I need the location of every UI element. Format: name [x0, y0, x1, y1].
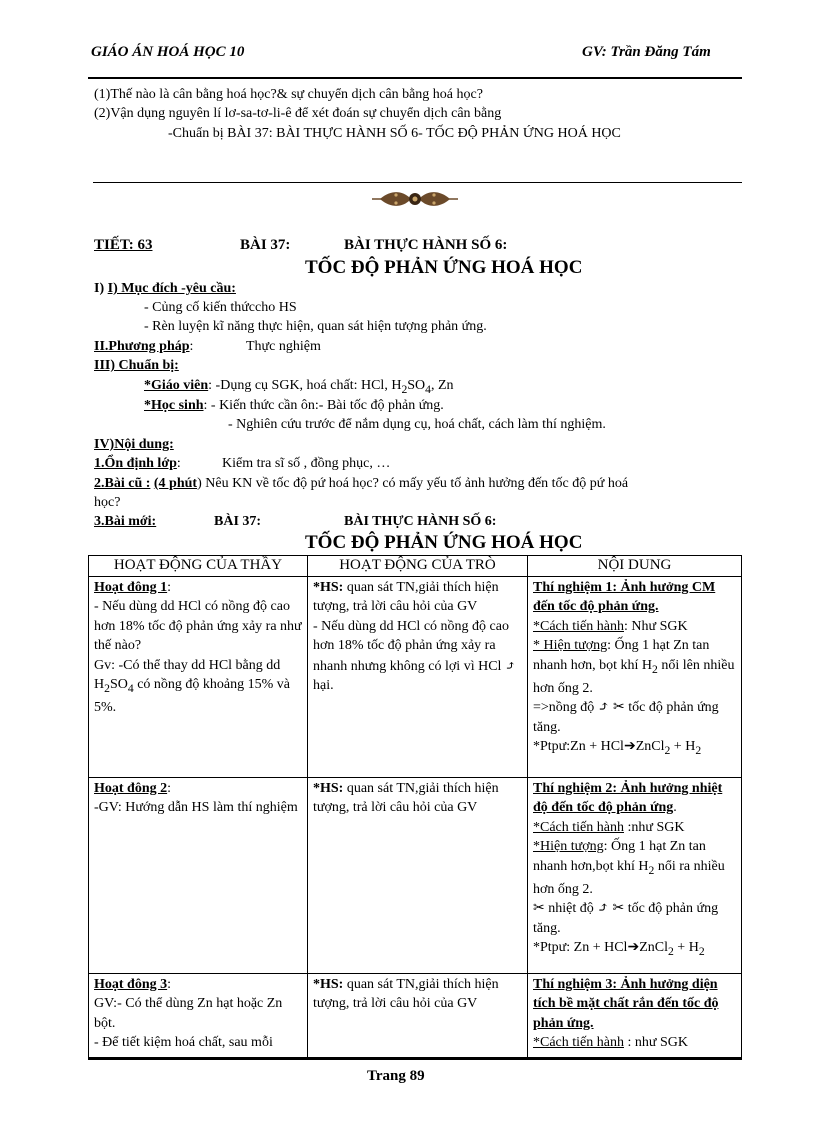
increase-arrow-icon: ⤴	[504, 657, 516, 673]
teacher-title: Hoạt đông 3	[94, 976, 168, 992]
lesson-tiet: TIẾT: 63	[94, 237, 153, 253]
teacher-line: GV:- Có thể dùng Zn hạt hoặc Zn bột.	[94, 996, 283, 1031]
student-text: - Nếu dùng dd HCl có nồng độ cao hơn 18% tốc độ phản ứng xảy ra nhanh nhưng không có lợi vì HCl	[313, 618, 509, 674]
teacher-line: -GV: Hướng dẫn HS làm thí nghiệm	[94, 800, 298, 815]
teacher-colon: :	[167, 976, 172, 992]
subscript: 2	[667, 945, 674, 959]
bai-moi-bai: BÀI 37:	[214, 514, 262, 529]
student-text: quan sát TN,giải thích hiện tượng, trả lời câu hỏi của GV	[313, 780, 499, 815]
bai-cu-text-1: ) Nêu KN về tốc độ pứ hoá học? có mấy yếu tố ảnh hưởng đến tốc độ pứ hoá	[197, 476, 629, 491]
content-text: + H	[670, 739, 696, 755]
student-text: quan sát TN,giải thích hiện tượng, trả lời câu hỏi của GV	[313, 579, 499, 614]
section2-value: Thực nghiệm	[246, 339, 321, 354]
gv-sub-2: 4	[425, 382, 431, 396]
content-text: : Ống 1 hạt Zn tan nhanh hơn,bọt khí H	[533, 839, 706, 874]
teacher-colon: :	[167, 579, 172, 595]
content-label: * Hiện tượng	[533, 638, 608, 653]
header-student: HOẠT ĐỘNG CỦA TRÒ	[308, 556, 528, 577]
on-dinh-text: Kiểm tra sĩ số , đồng phục, …	[222, 456, 391, 471]
increase-arrow-icon: ⤴	[597, 700, 610, 716]
teacher-cell	[89, 973, 308, 1057]
implies-icon: ✂	[613, 700, 625, 716]
table-header-row	[89, 556, 742, 577]
content-title: Thí nghiệm 2: Ảnh hưởng nhiệt độ đến tốc độ phản ứng	[533, 780, 723, 815]
student-label: *HS:	[313, 976, 344, 992]
content-label: *Cách tiến hành	[533, 819, 624, 835]
content-text: ZnCl	[639, 940, 668, 956]
subscript: 2	[652, 662, 658, 676]
section1-heading: I) I) Mục đích -yêu cầu:	[94, 281, 236, 296]
content-text: : như SGK	[623, 1035, 688, 1050]
header-teacher: HOẠT ĐỘNG CỦA THẦY	[89, 556, 308, 577]
teacher-text: SO	[109, 677, 128, 692]
table-row	[89, 576, 742, 777]
teacher-title: Hoạt đông 2	[94, 780, 168, 796]
footer-rule	[88, 1058, 742, 1060]
teacher-line	[94, 656, 302, 718]
header-left: GIÁO ÁN HOÁ HỌC 10	[91, 44, 245, 60]
content-text: nhiệt độ	[548, 901, 594, 917]
student-text: hại.	[313, 678, 334, 693]
section4-heading: IV)Nội dung:	[94, 437, 174, 452]
section1-item-1: - Củng cố kiến thứccho HS	[144, 300, 297, 315]
bai-cu-label: 2.Bài cũ :	[94, 476, 151, 491]
section3-hs	[144, 398, 444, 414]
page-footer	[367, 1068, 425, 1085]
section3-hs-2: - Nghiên cứu trước để nắm dụng cụ, hoá chất, cách làm thí nghiệm.	[228, 417, 606, 432]
content-text: : Ống 1 hạt Zn tan nhanh hơn, bọt khí H	[533, 638, 710, 673]
student-label: *HS:	[313, 579, 344, 595]
student-cell	[308, 576, 528, 777]
hs-label: *Học sinh	[144, 398, 204, 413]
header-rule	[88, 77, 742, 79]
content-title: Thí nghiệm 3: Ảnh hưởng diện tích bề mặt chất rắn đến tốc độ phản ứng.	[533, 976, 719, 1031]
increase-arrow-icon: ⤴	[597, 901, 609, 917]
gv-sub-1: 2	[401, 382, 408, 396]
intro-line-3: -Chuẩn bị BÀI 37: BÀI THỰC HÀNH SỐ 6- TỐC ĐỘ PHẢN ỨNG HOÁ HỌC	[168, 126, 621, 141]
section1-item-2: - Rèn luyện kĩ năng thực hiện, quan sát hiện tượng phản ứng.	[144, 319, 487, 334]
content-text: =>nồng độ	[533, 700, 595, 716]
page-number: 89	[409, 1068, 425, 1084]
content-text: *Ptpư: Zn + HCl	[533, 940, 628, 956]
content-text: tốc độ phản ứng tăng.	[533, 700, 719, 735]
content-text: nổi lên nhiều hơn ống 2.	[533, 657, 735, 696]
teacher-title: Hoạt đông 1	[94, 579, 168, 595]
student-label: *HS:	[313, 780, 344, 796]
ornament-icon	[370, 186, 460, 212]
section1-heading-text: I) Mục đích -yêu cầu:	[107, 281, 236, 296]
content-text: nổi ra nhiều hơn ống 2.	[533, 858, 725, 897]
content-text: : Như SGK	[623, 618, 688, 634]
content-text: + H	[673, 940, 699, 956]
intro-line-2: (2)Vận dụng nguyên lí lơ-sa-tơ-li-ê để xét đoán sự chuyển dịch cân bằng	[94, 106, 502, 121]
bai-cu-time: (4 phút	[153, 476, 198, 491]
gv-text-b: SO	[407, 378, 426, 393]
table-row	[89, 973, 742, 1057]
on-dinh-label: 1.Ổn định lớp	[94, 456, 177, 471]
content-label: *Hiện tượng	[533, 839, 604, 854]
on-dinh-colon: :	[176, 456, 181, 471]
bai-cu	[94, 476, 628, 492]
activity-table	[88, 555, 742, 1058]
section3-heading: III) Chuẩn bị:	[94, 358, 179, 373]
section-divider	[93, 182, 742, 183]
student-cell	[308, 777, 528, 973]
section3-gv	[144, 378, 454, 396]
right-arrow-icon: ➔	[623, 739, 636, 755]
bai-moi-main-title: TỐC ĐỘ PHẢN ỨNG HOÁ HỌC	[305, 532, 583, 553]
student-text: quan sát TN,giải thích hiện tượng, trả lời câu hỏi của GV	[313, 976, 499, 1011]
section2-colon: :	[189, 339, 194, 354]
teacher-text: Gv: -Có thể thay dd HCl bằng dd H	[94, 657, 281, 692]
bai-cu-text-2: học?	[94, 495, 121, 510]
teacher-cell	[89, 777, 308, 973]
content-text: *Ptpư:Zn + HCl	[533, 739, 624, 755]
lesson-main-title: TỐC ĐỘ PHẢN ỨNG HOÁ HỌC	[305, 257, 583, 278]
content-text: ZnCl	[635, 739, 665, 755]
teacher-colon: :	[167, 780, 172, 796]
content-label: *Cách tiến hành	[533, 618, 624, 634]
subscript: 2	[104, 681, 110, 695]
page-label: Trang	[367, 1068, 406, 1084]
gv-label: *Giáo viên	[144, 378, 209, 393]
content-label: *Cách tiến hành	[533, 1035, 624, 1050]
header-content: NỘI DUNG	[528, 556, 742, 577]
teacher-line: - Để tiết kiệm hoá chất, sau mỗi	[94, 1035, 273, 1050]
content-title: Thí nghiệm 1: Ảnh hưởng CM đến tốc độ phản ứng.	[533, 579, 716, 614]
lesson-bai-title: BÀI THỰC HÀNH SỐ 6:	[344, 237, 508, 253]
right-arrow-icon: ➔	[627, 940, 640, 956]
hs-text-1: : - Kiến thức cần ôn:- Bài tốc độ phản ứng.	[203, 398, 444, 413]
teacher-cell	[89, 576, 308, 777]
student-cell	[308, 973, 528, 1057]
lesson-bai: BÀI 37:	[240, 237, 291, 253]
content-cell	[528, 576, 742, 777]
subscript: 2	[664, 744, 671, 758]
implies-icon: ✂	[612, 901, 625, 917]
gv-text-a: : -Dụng cụ SGK, hoá chất: HCl, H	[208, 378, 402, 393]
subscript: 2	[648, 863, 655, 877]
content-cell	[528, 777, 742, 973]
bai-moi-label-text: 3.Bài mới:	[94, 514, 157, 529]
on-dinh	[94, 456, 181, 472]
teacher-text: có nồng độ khoảng 15% và 5%.	[94, 677, 290, 716]
bai-moi-label	[94, 514, 204, 530]
content-text: tốc độ phản ứng tăng.	[533, 901, 719, 936]
content-text: :như SGK	[623, 819, 685, 835]
implies-icon: ✂	[533, 901, 545, 917]
content-title-dot: .	[673, 800, 677, 815]
intro-line-1: (1)Thế nào là cân bằng hoá học?& sự chuyển dịch cân bằng hoá học?	[94, 87, 483, 102]
content-cell	[528, 973, 742, 1057]
gv-text-c: , Zn	[431, 378, 454, 393]
section2-heading: II.Phương pháp	[94, 339, 190, 354]
bai-moi-title: BÀI THỰC HÀNH SỐ 6:	[344, 514, 497, 529]
header-right: GV: Trần Đăng Tám	[582, 44, 711, 60]
teacher-line: - Nếu dùng dd HCl có nồng độ cao hơn 18% tốc độ phản ứng xảy ra như thế nào?	[94, 599, 302, 653]
subscript: 2	[695, 744, 702, 758]
subscript: 4	[127, 681, 134, 695]
subscript: 2	[698, 945, 705, 959]
section2	[94, 339, 193, 355]
table-row	[89, 777, 742, 973]
